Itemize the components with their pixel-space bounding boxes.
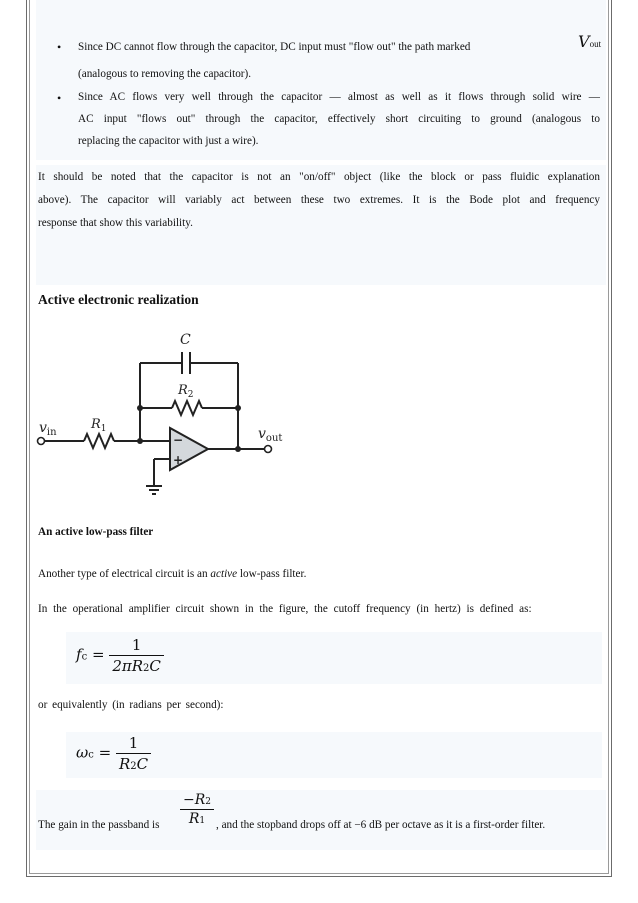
gain-text-after: , and the stopband drops off at −6 dB per octave as it is a first-order filter. [216,819,546,831]
formula2-lhs: ω [76,743,89,762]
intro-line [38,563,306,585]
formula1-denominator [109,656,164,675]
bullet-1-line-1 [78,36,568,58]
gain-numerator [180,792,214,810]
bullet-2-line-1: Since AC flows very well through the capacitor — almost as well as it flows through solid wire — [78,91,600,103]
bullet-marker: • [57,40,62,54]
vout-sub: out [589,39,602,49]
gain-fraction [180,792,214,827]
r1-letter: R [91,417,101,432]
vin-subscript: in [46,427,57,438]
gain-num-main: −R [183,792,206,808]
op-amp-plus: + [173,453,184,467]
r2-letter: R [178,383,188,398]
section-heading: Active electronic realization [38,292,199,307]
gain-denominator [180,810,214,827]
intro-emphasis: active [210,568,238,580]
junction-dot [235,446,241,452]
formula2-fraction [116,734,151,773]
gain-den-sub: 1 [199,816,206,826]
bullet-1-line-2: (analogous to removing the capacitor). [78,68,252,80]
gain-den-main: R [188,811,200,827]
bullet-marker: • [57,91,62,105]
formula1-numerator: 1 [109,636,164,656]
r2-subscript: 2 [187,390,194,400]
formula2-numerator: 1 [116,734,151,754]
vout-label [258,426,282,444]
vout-subscript: out [265,433,283,444]
formula1-lhs-sub: c [81,651,88,663]
intro-after: low-pass filter. [239,568,307,580]
gain-num-sub: 2 [205,797,212,807]
junction-dot [137,405,143,411]
angular-cutoff-formula [76,734,151,773]
r1-subscript: 1 [100,424,107,434]
r1-resistor [84,434,114,448]
vout-symbol [578,31,601,55]
junction-dot [137,438,143,444]
formula1-equals: = [91,645,105,664]
paragraph-1-line-2: above). The capacitor will variably act between these two extremes. It is the Bode plot and frequency [38,194,600,206]
r2-label [177,383,194,400]
capacitor-label: C [180,332,191,348]
formula2-den-tail: C [136,755,149,773]
vin-label [39,420,57,438]
formula2-den-main: R [118,755,131,773]
gain-frac-box [180,792,214,827]
vout-var: V [578,32,590,51]
gain-text-before: The gain in the passband is [38,819,160,831]
formula1-lhs: f [76,645,82,664]
paragraph-1-line-3: response that show this variability. [38,217,193,229]
cutoff-frequency-formula [76,636,164,675]
r1-label [90,417,107,434]
r2-resistor [172,401,202,415]
paragraph-1-line-1: It should be noted that the capacitor is not an "on/off" object (like the block or pass fluidic explanation [38,171,600,183]
formula1-fraction [109,636,164,675]
junction-dot [235,405,241,411]
formula2-denominator [116,754,151,773]
vout-terminal [265,446,272,453]
cutoff-text: In the operational amplifier circuit shown in the figure, the cutoff frequency (in hertz) is defined as: [38,603,532,615]
formula2-den-sub: 2 [130,761,137,772]
op-amp-minus: − [173,433,184,447]
vin-letter: v [39,420,47,436]
active-low-pass-circuit [30,322,300,500]
formula1-den-tail: C [149,657,161,675]
intro-before: Another type of electrical circuit is an [38,568,208,580]
equivalent-text: or equivalently (in radians per second): [38,699,224,711]
formula1-den-sub: 2 [143,663,150,674]
formula2-equals: = [98,743,112,762]
vin-terminal [38,438,45,445]
bullet-1-text: Since DC cannot flow through the capacitor, DC input must "flow out" the path marked [78,41,471,53]
subheading: An active low-pass filter [38,526,154,538]
bullet-2-line-2: AC input "flows out" through the capacitor, effectively short circuiting to ground (analogous to [78,113,600,125]
formula1-den-main: 2πR [112,657,144,675]
bullet-2-line-3: replacing the capacitor with just a wire). [78,135,259,147]
formula2-lhs-sub: c [88,749,94,761]
vout-letter: v [258,426,266,442]
